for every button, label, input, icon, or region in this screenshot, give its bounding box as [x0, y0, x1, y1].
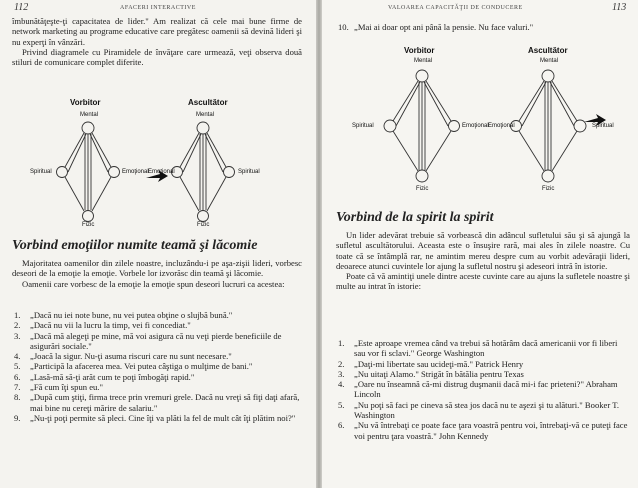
- intro-text: [12, 16, 302, 67]
- quote-list-continued: [336, 22, 630, 32]
- speaker-emotional-node: [109, 167, 120, 178]
- intro-paragraph: Privind diagramele cu Piramidele de învăţare care urmează, veţi observa două stiluri de comunicare complet diferite.: [12, 46, 302, 68]
- list-item: [12, 351, 302, 361]
- list-item: [12, 331, 302, 352]
- page-number: 112: [14, 2, 29, 13]
- list-item: [336, 379, 630, 400]
- body-paragraph: Poate că vă amintiţi unele dintre aceste cuvinte care au ajuns la sufletele noastre şi multe au intrat în istorie:: [336, 271, 630, 292]
- list-number: 1.: [338, 338, 345, 348]
- list-text: „Daţi-mi libertate sau ucideţi-mă." Patrick Henry: [354, 358, 524, 369]
- list-text: „Participă la afacerea mea. Vei putea câştiga o mulţime de bani.": [30, 361, 253, 372]
- speaker-physical-label: Fizic: [82, 222, 95, 228]
- intro-paragraph: îmbunătăţeşte-ţi capacitatea de lider." Am realizat că cele mai bune firme de network marketing au programe educative care pregătesc oamenii să devină lideri şi nu experţi în vânzări.: [12, 16, 302, 47]
- list-text: „Mai ai doar opt ani până la pensie. Nu face valuri.": [354, 22, 534, 32]
- section-heading: Vorbind emoţiilor numite teamă şi lăcomie: [12, 238, 258, 253]
- list-item: [336, 369, 630, 379]
- list-text: „Dacă mă alegeţi pe mine, mă voi asigura că nu veţi pierde beneficiile de asigurări sociale.": [30, 330, 282, 351]
- listener-physical-node: [542, 170, 554, 182]
- list-number: 5.: [338, 399, 345, 410]
- list-text: „Nu uitaţi Alamo." Strigăt în bătălia pentru Texas: [354, 368, 524, 379]
- list-item: [12, 392, 302, 413]
- list-number: 4.: [338, 379, 345, 390]
- running-header: VALOAREA CAPACITĂŢII DE CONDUCERE: [388, 5, 523, 11]
- listener-mental-label: Mental: [540, 58, 559, 64]
- speaker-emotional-label: Emoţional: [462, 123, 489, 129]
- body-paragraph: Un lider adevărat trebuie să vorbească din adâncul sufletului său şi să ajungă la sufletul ascultătorului. Aceasta este o însuşire rară, mai ales în zilele noastre. Cu toate că se întâmplă rar, ne amintim mereu despre cum au vorbit adevăraţii lideri, deoarece atunci cuvintele lor ajung la sufletul nostru şi adeseori intră în istorie.: [336, 230, 630, 271]
- right-page: [322, 0, 638, 488]
- list-item: [12, 320, 302, 330]
- speaker-emotional-node: [449, 121, 460, 132]
- list-number: 6.: [338, 420, 345, 431]
- speaker-mental-label: Mental: [414, 58, 433, 64]
- speaker-title: Vorbitor: [404, 46, 435, 55]
- speaker-spiritual-node: [384, 120, 396, 132]
- speaker-title: Vorbitor: [70, 98, 101, 107]
- list-text: „Lasă-mă să-ţi arăt cum te poţi îmbogăţi rapid.": [30, 371, 195, 382]
- list-item: [336, 400, 630, 421]
- listener-mental-node: [542, 70, 554, 82]
- list-item: [12, 310, 302, 320]
- list-text: „Joacă la sigur. Nu-ţi asuma riscuri care nu sunt necesare.": [30, 351, 232, 362]
- listener-spiritual-node: [224, 167, 235, 178]
- list-item: [336, 338, 630, 359]
- left-page: [0, 0, 316, 488]
- list-text: „Dacă nu iei note bune, nu vei putea obţine o slujbă bună.": [30, 310, 233, 320]
- quote-list: [12, 310, 302, 423]
- list-item: [336, 359, 630, 369]
- listener-emotional-label: Emoţional: [488, 123, 515, 129]
- list-text: „După cum ştiţi, firma trece prin vremuri grele. Dacă nu vreţi să fiţi daţi afară, mai bine nu cereţi mărire de salariu.": [30, 392, 300, 413]
- list-number: 2.: [338, 358, 345, 369]
- speaker-spiritual-label: Spiritual: [30, 169, 52, 175]
- list-number: 3.: [338, 368, 345, 379]
- listener-title: Ascultător: [528, 46, 568, 55]
- listener-physical-label: Fizic: [542, 186, 555, 192]
- speaker-physical-node: [416, 170, 428, 182]
- body-paragraph: Oamenii care vorbesc de la emoţie la emoţie spun deseori lucruri ca acestea:: [22, 278, 285, 289]
- listener-physical-label: Fizic: [197, 222, 210, 228]
- listener-title: Ascultător: [188, 98, 228, 107]
- list-number: 7.: [14, 382, 21, 393]
- list-text: „Este aproape vremea când va trebui să hotărâm dacă americanii vor fi liberi sau vor fi sclavi." George Washington: [354, 338, 618, 359]
- list-number: 5.: [14, 361, 21, 372]
- page-number: 113: [612, 2, 627, 13]
- list-item: [336, 420, 630, 441]
- section-body: [12, 258, 302, 289]
- list-text: „Nu-ţi poţi permite să pleci. Cine îţi va plăti la fel de mult cât îţi plătim noi?": [30, 412, 296, 423]
- listener-spiritual-label: Spiritual: [238, 169, 260, 175]
- list-number: 10.: [338, 22, 349, 32]
- listener-spiritual-node: [574, 120, 586, 132]
- list-item: [12, 382, 302, 392]
- list-item: [12, 413, 302, 423]
- list-text: „Nu vă întrebaţi ce poate face ţara voastră pentru voi, întrebaţi-vă ce puteţi face voi pentru ţara voastră." John Kennedy: [354, 420, 628, 441]
- running-header: AFACERI INTERACTIVE: [120, 5, 196, 11]
- speaker-emotional-label: Emoţional: [122, 169, 149, 175]
- speaker-mental-node: [416, 70, 428, 82]
- section-body: [336, 230, 630, 292]
- speaker-mental-node: [82, 122, 94, 134]
- speaker-physical-node: [83, 211, 94, 222]
- list-number: 8.: [14, 392, 21, 403]
- list-number: 2.: [14, 320, 21, 331]
- list-item: [12, 372, 302, 382]
- speaker-spiritual-node: [57, 167, 68, 178]
- list-number: 9.: [14, 412, 21, 423]
- listener-spiritual-label: Spiritual: [592, 123, 614, 129]
- list-text: „Dacă nu vii la lucru la timp, vei fi concediat.": [30, 320, 191, 331]
- quote-list: [336, 338, 630, 441]
- list-item: [336, 22, 630, 32]
- listener-mental-node: [197, 122, 209, 134]
- list-text: „Fă cum îţi spun eu.": [30, 382, 103, 393]
- speaker-physical-label: Fizic: [416, 186, 429, 192]
- list-number: 6.: [14, 371, 21, 382]
- speaker-spiritual-label: Spiritual: [352, 123, 374, 129]
- list-item: [12, 361, 302, 371]
- listener-physical-node: [198, 211, 209, 222]
- body-paragraph: Majoritatea oamenilor din zilele noastre, incluzându-i pe aşa-zişii lideri, vorbesc deseori de la emoţie la emoţie. Vorbele lor izvorăsc din teamă şi lăcomie.: [12, 258, 302, 279]
- list-text: „Oare nu înseamnă că-mi distrug duşmanii dacă mi-i fac prieteni?" Abraham Lincoln: [354, 379, 618, 400]
- list-number: 3.: [14, 330, 21, 341]
- list-number: 4.: [14, 351, 21, 362]
- listener-mental-label: Mental: [196, 112, 215, 118]
- listener-emotional-label: Emoţional: [148, 169, 175, 175]
- section-heading: Vorbind de la spirit la spirit: [336, 210, 494, 225]
- speaker-mental-label: Mental: [80, 112, 99, 118]
- list-number: 1.: [14, 310, 21, 320]
- list-text: „Nu poţi să faci pe cineva să stea jos dacă nu te aşezi şi tu alături." Booker T. Washington: [354, 399, 619, 421]
